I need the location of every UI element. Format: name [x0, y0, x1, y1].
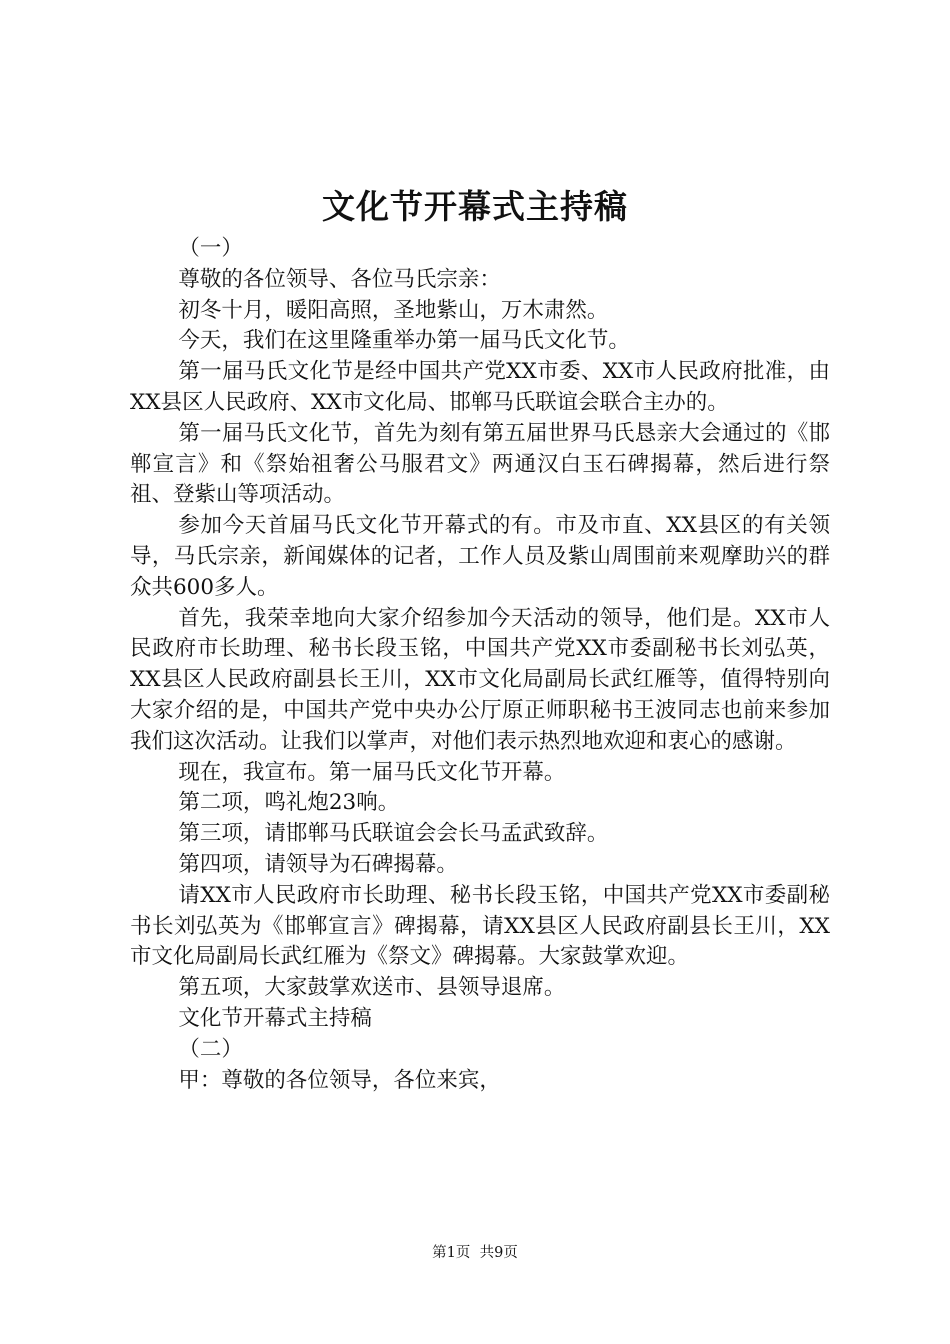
- body-paragraph: 甲：尊敬的各位领导，各位来宾，: [178, 1067, 501, 1093]
- section-marker: （二）: [178, 1036, 243, 1062]
- page-number: 第1页: [432, 1245, 471, 1261]
- body-paragraph: 现在，我宣布。第一届马氏文化节开幕。: [178, 759, 566, 785]
- page-total: 共9页: [479, 1245, 518, 1261]
- body-paragraph: 第一届马氏文化节是经中国共产党XX市委、XX市人民政府批准，由XX县区人民政府、XX市文化局、邯郸马氏联谊会联合主办的。: [130, 359, 830, 415]
- body-paragraph: 今天，我们在这里隆重举办第一届马氏文化节。: [178, 328, 630, 354]
- body-paragraph: 请XX市人民政府市长助理、秘书长段玉铭，中国共产党XX市委副秘书长刘弘英为《邯郸宣言》碑揭幕，请XX县区人民政府副县长王川，XX市文化局副局长武红雁为《祭文》碑揭幕。大家鼓掌欢迎。: [130, 882, 830, 970]
- body-paragraph: 第五项，大家鼓掌欢送市、县领导退席。: [178, 975, 566, 1001]
- document-body: [130, 234, 830, 1096]
- body-paragraph: 初冬十月，暖阳高照，圣地紫山，万木肃然。: [178, 297, 609, 323]
- section-marker: （一）: [178, 236, 243, 261]
- document-title: 文化节开幕式主持稿: [322, 187, 628, 226]
- body-paragraph: 第四项，请领导为石碑揭幕。: [178, 851, 458, 877]
- body-paragraph: 第一届马氏文化节，首先为刻有第五届世界马氏恳亲大会通过的《邯郸宣言》和《祭始祖奢公马服君文》两通汉白玉石碑揭幕，然后进行祭祖、登紫山等项活动。: [130, 420, 830, 508]
- section-heading: 文化节开幕式主持稿: [178, 1005, 372, 1031]
- page-footer: [0, 1243, 950, 1263]
- salutation: 尊敬的各位领导、各位马氏宗亲：: [178, 266, 501, 292]
- body-paragraph: 参加今天首届马氏文化节开幕式的有。市及市直、XX县区的有关领导，马氏宗亲，新闻媒体的记者，工作人员及紫山周围前来观摩助兴的群众共600多人。: [130, 513, 830, 600]
- body-paragraph: 第三项，请邯郸马氏联谊会会长马孟武致辞。: [178, 821, 609, 847]
- body-paragraph: 首先，我荣幸地向大家介绍参加今天活动的领导，他们是。XX市人民政府市长助理、秘书长段玉铭，中国共产党XX市委副秘书长刘弘英，XX县区人民政府副县长王川，XX市文化局副局长武红雁等，值得特别向大家介绍的是，中国共产党中央办公厅原正师职秘书王波同志也前来参加我们这次活动。让我们以掌声，对他们表示热烈地欢迎和衷心的感谢。: [130, 605, 830, 754]
- body-paragraph: 第二项，鸣礼炮23响。: [178, 790, 400, 816]
